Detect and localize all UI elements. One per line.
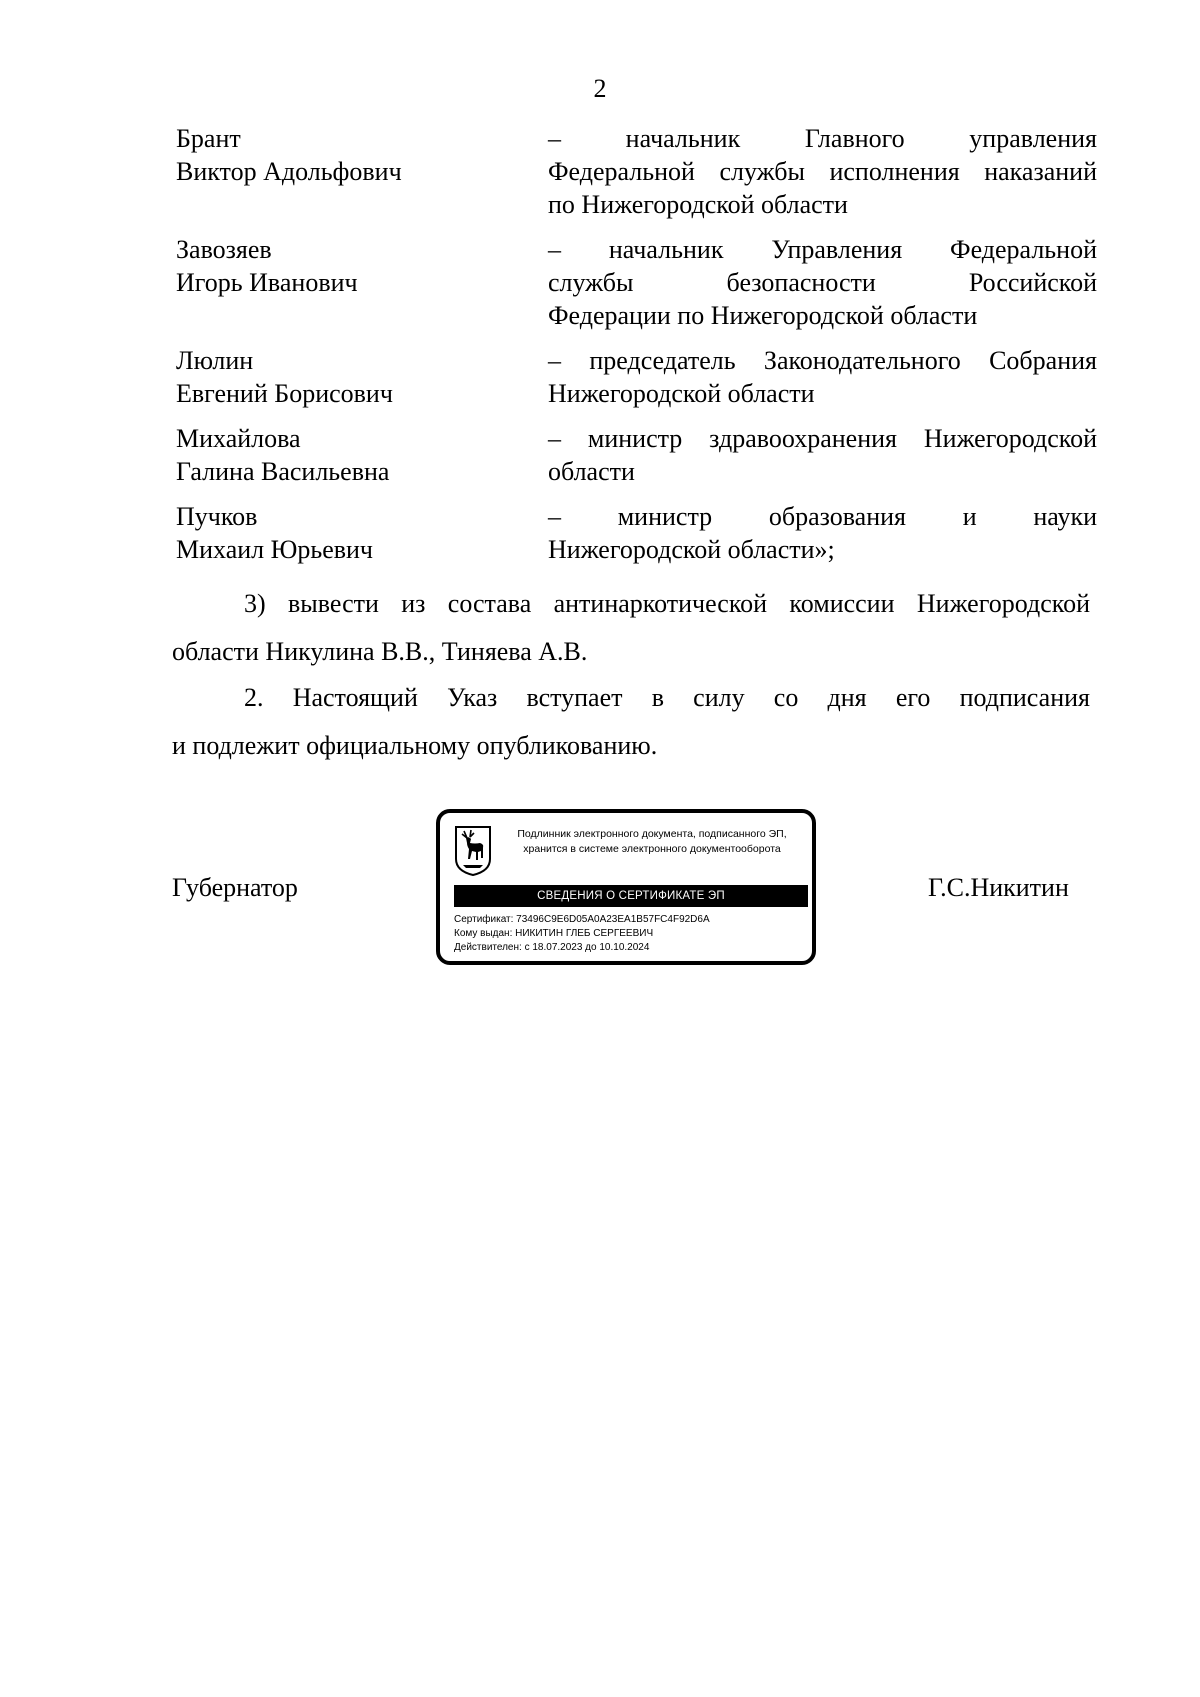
member-surname: Завозяев <box>176 235 272 264</box>
member-surname: Михайлова <box>176 424 301 453</box>
certificate-validity: Действителен: с 18.07.2023 до 10.10.2024 <box>454 942 650 953</box>
member-role-line: Нижегородской области»; <box>548 535 835 564</box>
member-row <box>176 422 1097 488</box>
member-surname: Пучков <box>176 502 258 531</box>
member-role-line: Федерации по Нижегородской области <box>548 301 978 330</box>
member-role <box>548 422 1097 488</box>
member-row <box>176 500 1097 566</box>
member-given-names: Михаил Юрьевич <box>176 535 374 564</box>
deer-coat-of-arms-icon <box>454 825 492 877</box>
paragraph-item-2 <box>172 674 1090 770</box>
member-surname: Люлин <box>176 346 254 375</box>
stamp-details <box>454 913 710 955</box>
stamp-note-line: Подлинник электронного документа, подписанного ЭП, <box>517 828 787 840</box>
member-row <box>176 344 1097 410</box>
page-number: 2 <box>593 74 607 103</box>
member-role-line: – начальник Управления Федеральной <box>548 235 1097 264</box>
member-role <box>548 344 1097 410</box>
member-given-names: Игорь Иванович <box>176 268 358 297</box>
member-role-line: – министр образования и науки <box>548 502 1097 531</box>
member-role <box>548 122 1097 221</box>
member-name <box>176 500 548 566</box>
stamp-note-line: хранится в системе электронного документооборота <box>523 843 781 855</box>
member-row <box>176 122 1097 221</box>
member-surname: Брант <box>176 124 241 153</box>
commission-members-list <box>176 122 1097 578</box>
member-row <box>176 233 1097 332</box>
member-role <box>548 233 1097 332</box>
member-name <box>176 233 548 332</box>
stamp-header: СВЕДЕНИЯ О СЕРТИФИКАТЕ ЭП <box>454 885 808 907</box>
paragraph-first-line: 2. Настоящий Указ вступает в силу со дня его подписания <box>244 683 1090 712</box>
paragraph-item-3 <box>172 580 1090 676</box>
certificate-owner: Кому выдан: НИКИТИН ГЛЕБ СЕРГЕЕВИЧ <box>454 928 654 939</box>
member-role <box>548 500 1097 566</box>
paragraph-continuation: и подлежит официальному опубликованию. <box>172 731 658 760</box>
signatory-title: Губернатор <box>172 873 298 902</box>
member-name <box>176 344 548 410</box>
member-name <box>176 422 548 488</box>
paragraph-first-line: 3) вывести из состава антинаркотической комиссии Нижегородской <box>244 589 1090 618</box>
member-role-line: службы безопасности Российской <box>548 268 1097 297</box>
member-given-names: Виктор Адольфович <box>176 157 402 186</box>
signatory-name: Г.С.Никитин <box>928 873 1069 902</box>
member-role-line: Нижегородской области <box>548 379 815 408</box>
member-given-names: Галина Васильевна <box>176 457 390 486</box>
certificate-serial: Сертификат: 73496C9E6D05A0A23EA1B57FC4F92D6A <box>454 914 710 925</box>
member-given-names: Евгений Борисович <box>176 379 393 408</box>
paragraph-continuation: области Никулина В.В., Тиняева А.В. <box>172 637 588 666</box>
member-role-line: – начальник Главного управления <box>548 124 1097 153</box>
member-role-line: – председатель Законодательного Собрания <box>548 346 1097 375</box>
member-role-line: по Нижегородской области <box>548 190 848 219</box>
electronic-signature-stamp <box>436 809 816 965</box>
member-role-line: – министр здравоохранения Нижегородской <box>548 424 1097 453</box>
member-role-line: области <box>548 457 635 486</box>
stamp-note <box>498 827 806 857</box>
member-name <box>176 122 548 221</box>
member-role-line: Федеральной службы исполнения наказаний <box>548 157 1097 186</box>
